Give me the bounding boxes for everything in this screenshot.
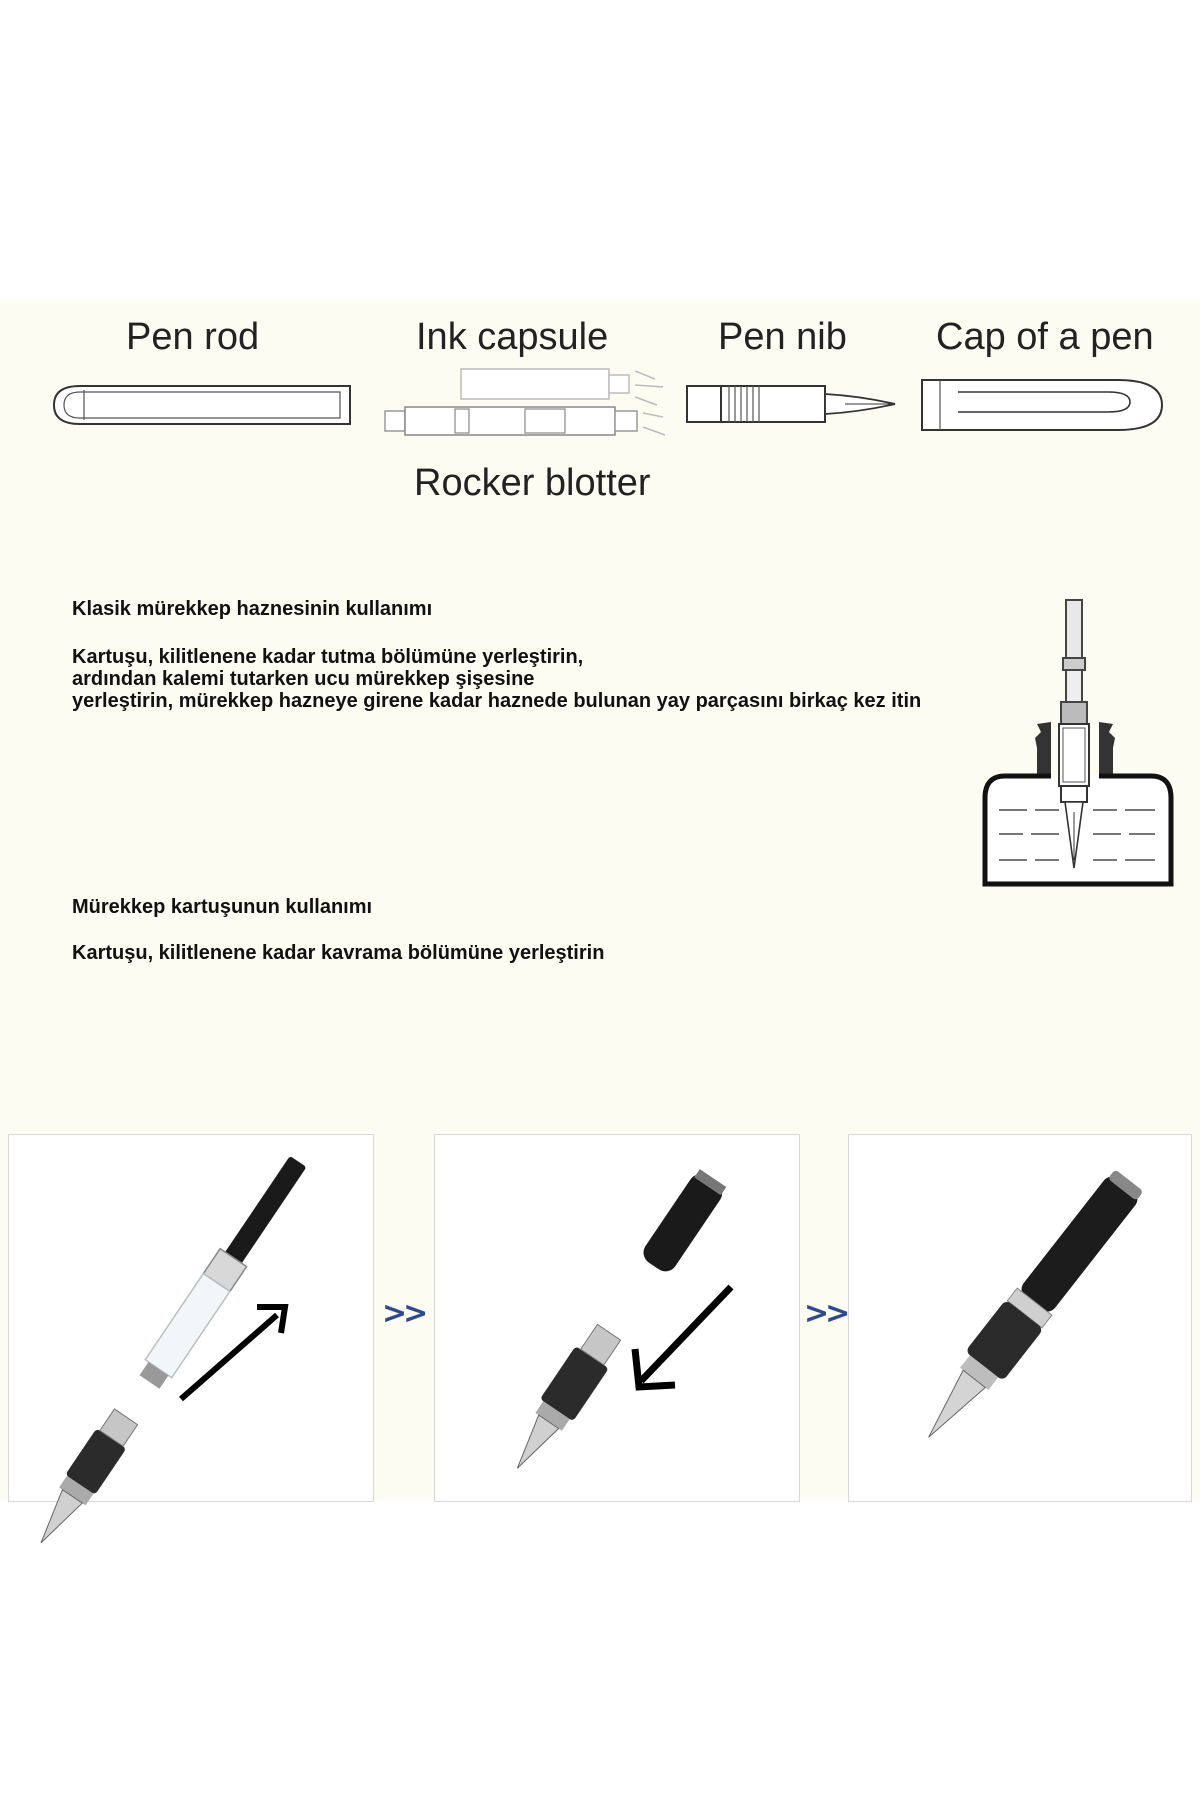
step-photo-1	[8, 1134, 374, 1502]
section2-heading: Mürekkep kartuşunun kullanımı	[72, 896, 373, 918]
ink-bottle-illustration	[975, 598, 1175, 888]
step-photo-2	[434, 1134, 800, 1502]
pen-rod-label: Pen rod	[126, 316, 260, 358]
section2-line1: Kartuşu, kilitlenene kadar kavrama bölümüne yerleştirin	[72, 942, 605, 964]
step-photo-3	[848, 1134, 1192, 1502]
cap-label: Cap of a pen	[936, 316, 1154, 358]
pen-nib-label: Pen nib	[718, 316, 847, 358]
converter-insert-illustration	[9, 1135, 375, 1503]
section1-line3: yerleştirin, mürekkep hazneye girene kadar haznede bulunan yay parçasını birkaç kez itin	[72, 690, 922, 712]
rocker-blotter-label: Rocker blotter	[414, 462, 651, 504]
section1-heading: Klasik mürekkep haznesinin kullanımı	[72, 598, 433, 620]
section1-line1: Kartuşu, kilitlenene kadar tutma bölümüne yerleştirin,	[72, 646, 584, 668]
assembled-pen-illustration	[849, 1135, 1193, 1503]
cap-drawing	[918, 376, 1166, 434]
cartridge-insert-illustration	[435, 1135, 801, 1503]
pen-rod-drawing	[50, 380, 360, 430]
step-chevron-2: >>	[804, 1296, 847, 1331]
step-chevron-1: >>	[382, 1296, 425, 1331]
ink-capsule-drawing	[385, 365, 675, 445]
ink-capsule-label: Ink capsule	[416, 316, 609, 358]
section1-line2: ardından kalemi tutarken ucu mürekkep şişesine	[72, 668, 535, 690]
pen-nib-drawing	[685, 380, 905, 430]
